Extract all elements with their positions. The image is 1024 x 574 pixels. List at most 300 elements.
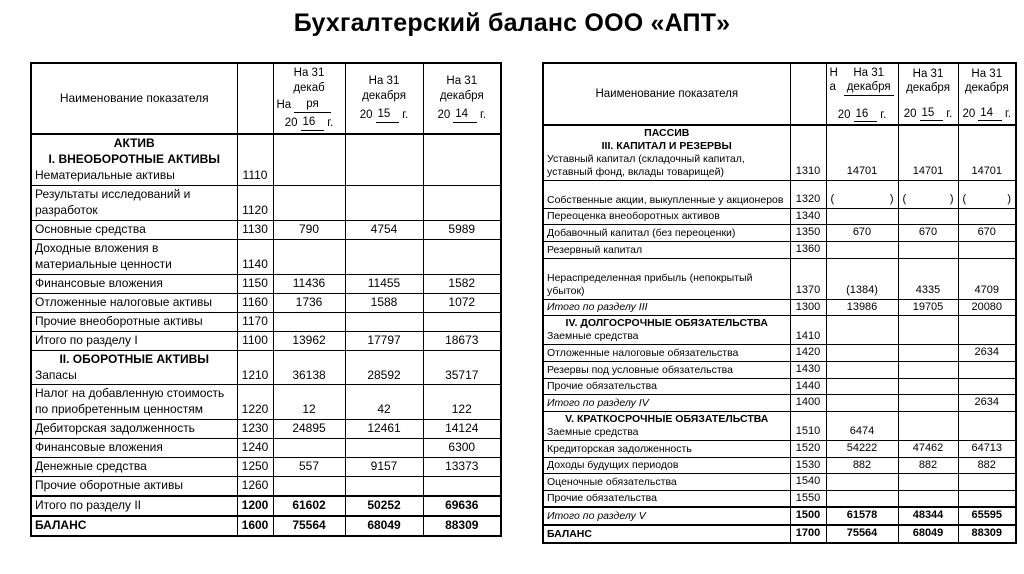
line-code: 1310 (790, 125, 826, 181)
value-cell: 64713 (958, 440, 1016, 457)
line-code: 1540 (790, 474, 826, 491)
value-cell: 65595 (958, 507, 1016, 525)
date-split-line (828, 66, 897, 96)
indicator-name (31, 350, 237, 385)
indicator-label: Заемные средства (547, 425, 639, 438)
value-cell (958, 474, 1016, 491)
value-cell: 54222 (826, 440, 898, 457)
date-year-line (425, 107, 500, 123)
value-cell (345, 312, 423, 331)
section-header: V. КРАТКОСРОЧНЫЕ ОБЯЗАТЕЛЬСТВА (565, 412, 769, 425)
value-cell: 20080 (958, 299, 1016, 316)
table-row (543, 299, 1016, 316)
year-digits: 14 (978, 106, 1002, 121)
value-cell (958, 490, 1016, 507)
line-code: 1140 (237, 239, 273, 274)
indicator-label: Уставный капитал (складочный капитал, уставный фонд, вклады товарищей) (547, 152, 745, 178)
tables-container (30, 62, 1024, 544)
value-cell (958, 208, 1016, 225)
value-cell: 35717 (423, 350, 501, 385)
value-cell (958, 180, 1016, 208)
line-code: 1420 (790, 345, 826, 362)
value-cell: 75564 (273, 516, 345, 536)
table-row (543, 242, 1016, 259)
indicator-name (31, 134, 237, 185)
indicator-label: Запасы (35, 367, 77, 382)
value-cell: 1072 (423, 293, 501, 312)
line-code: 1520 (790, 440, 826, 457)
line-code: 1430 (790, 362, 826, 379)
value-cell: 13962 (273, 331, 345, 350)
indicator-label: БАЛАНС (547, 527, 592, 540)
indicator-name (543, 378, 790, 395)
value-cell (273, 312, 345, 331)
value-cell: 670 (958, 225, 1016, 242)
line-code: 1340 (790, 208, 826, 225)
value-cell (826, 242, 898, 259)
header-row (543, 63, 1016, 125)
indicator-name (31, 477, 237, 496)
close-paren: ) (1007, 193, 1011, 206)
value-cell (826, 474, 898, 491)
value-cell: 1736 (273, 293, 345, 312)
indicator-label: Итого по разделу I (35, 332, 138, 347)
value-cell: 14124 (423, 420, 501, 439)
value-cell (423, 134, 501, 185)
line-code: 1440 (790, 378, 826, 395)
line-code: 1320 (790, 180, 826, 208)
year-century: 20 (437, 108, 451, 121)
date-year-line (900, 106, 957, 121)
value-cell (273, 239, 345, 274)
value-cell: 4754 (345, 220, 423, 239)
value-cell: 1582 (423, 274, 501, 293)
value-cell: 670 (826, 225, 898, 242)
indicator-label: Резервный капитал (547, 243, 643, 256)
date-line: На 31 (912, 67, 944, 80)
value-cell: 2634 (958, 395, 1016, 412)
value-cell: 13986 (826, 299, 898, 316)
date-column-header (826, 63, 898, 125)
value-cell: 6474 (826, 411, 898, 440)
value-cell (423, 312, 501, 331)
value-cell: 882 (958, 457, 1016, 474)
value-cell (898, 345, 958, 362)
line-code: 1120 (237, 185, 273, 220)
year-century: 20 (837, 108, 851, 121)
table-row (31, 439, 501, 458)
year-suffix: г. (480, 108, 487, 121)
value-cell (423, 239, 501, 274)
table-row (31, 496, 501, 516)
indicator-label: Налог на добавленную стоимость по приобретенным ценностям (35, 386, 225, 417)
table-row (31, 477, 501, 496)
value-cell (898, 395, 958, 412)
table-row (31, 293, 501, 312)
indicator-label: Добавочный капитал (без переоценки) (547, 227, 736, 240)
value-cell: 68049 (898, 525, 958, 543)
page-title: Бухгалтерский баланс ООО «АПТ» (293, 9, 731, 37)
date-column-header (898, 63, 958, 125)
date-column-header (423, 63, 501, 134)
code-column-header (790, 63, 826, 125)
table-row (543, 378, 1016, 395)
indicator-label: Прочие обязательства (547, 380, 657, 393)
indicator-name (543, 242, 790, 259)
table-row (31, 458, 501, 477)
section-header: II. ОБОРОТНЫЕ АКТИВЫ (59, 351, 210, 366)
indicator-label: Заемные средства (547, 330, 639, 343)
value-cell (898, 180, 958, 208)
table-row (543, 225, 1016, 242)
value-cell (345, 185, 423, 220)
indicator-label: Резервы под условные обязательства (547, 363, 733, 376)
line-code: 1350 (790, 225, 826, 242)
table-row (31, 185, 501, 220)
value-cell (958, 411, 1016, 440)
indicator-name (31, 185, 237, 220)
indicator-name (543, 457, 790, 474)
line-code: 1250 (237, 458, 273, 477)
date-lines (841, 66, 897, 96)
value-cell (423, 185, 501, 220)
date-prefix (830, 66, 838, 95)
value-cell: 557 (273, 458, 345, 477)
value-cell: 13373 (423, 458, 501, 477)
value-cell: 48344 (898, 507, 958, 525)
date-line: декабря (439, 90, 484, 103)
line-code: 1260 (237, 477, 273, 496)
date-line: На 31 (446, 75, 478, 88)
value-cell (826, 395, 898, 412)
line-code: 1370 (790, 258, 826, 299)
table-row (543, 507, 1016, 525)
open-paren: ( (962, 193, 967, 206)
value-cell: 11436 (273, 274, 345, 293)
indicator-label: БАЛАНС (35, 518, 87, 533)
indicator-name (543, 180, 790, 208)
liabilities-table-mount (542, 62, 1017, 544)
line-code: 1550 (790, 490, 826, 507)
indicator-name (543, 411, 790, 440)
value-cell (826, 316, 898, 345)
value-cell (273, 477, 345, 496)
year-century: 20 (359, 108, 373, 121)
indicator-name (543, 345, 790, 362)
open-paren: ( (830, 193, 835, 206)
year-century: 20 (903, 108, 917, 120)
year-century: 20 (962, 108, 976, 120)
line-code: 1400 (790, 395, 826, 412)
indicator-label: Итого по разделу II (35, 498, 142, 513)
indicator-name (31, 274, 237, 293)
date-line: декабря (362, 90, 406, 103)
indicator-name (31, 220, 237, 239)
date-blank-line (275, 97, 344, 113)
indicator-name (543, 208, 790, 225)
line-code: 1410 (790, 316, 826, 345)
value-cell (273, 134, 345, 185)
line-code: 1150 (237, 274, 273, 293)
value-cell: 68049 (345, 516, 423, 536)
date-line: На 31 (971, 67, 1003, 80)
close-paren: ) (949, 193, 954, 206)
indicator-label: Доходы будущих периодов (547, 459, 679, 472)
date-line: На 31 (293, 67, 325, 79)
indicator-name (31, 516, 237, 536)
indicator-label: Отложенные налоговые активы (35, 294, 212, 309)
value-cell: 6300 (423, 439, 501, 458)
value-cell: 18673 (423, 331, 501, 350)
table-row (31, 331, 501, 350)
date-prefix-letter: а (829, 81, 836, 94)
indicator-name (31, 312, 237, 331)
year-digits: 15 (376, 107, 400, 123)
line-code: 1510 (790, 411, 826, 440)
table-row (543, 525, 1016, 543)
indicator-label: Переоценка внеоборотных активов (547, 210, 720, 223)
header-row (31, 63, 501, 134)
value-cell: 61578 (826, 507, 898, 525)
value-cell (826, 345, 898, 362)
value-cell: 5989 (423, 220, 501, 239)
line-code: 1170 (237, 312, 273, 331)
table-row (543, 490, 1016, 507)
indicator-name (31, 385, 237, 420)
indicator-name (31, 439, 237, 458)
indicator-name (31, 458, 237, 477)
line-code: 1230 (237, 420, 273, 439)
indicator-name (543, 490, 790, 507)
value-cell: 882 (826, 457, 898, 474)
indicator-name (543, 258, 790, 299)
table-row (31, 239, 501, 274)
value-cell: 50252 (345, 496, 423, 516)
value-cell (345, 477, 423, 496)
indicator-name (543, 474, 790, 491)
value-cell (898, 362, 958, 379)
value-cell: 47462 (898, 440, 958, 457)
section-header: I. ВНЕОБОРОТНЫЕ АКТИВЫ (48, 152, 221, 167)
indicator-label: Финансовые вложения (35, 440, 163, 455)
close-paren: ) (889, 193, 894, 206)
table-row (543, 440, 1016, 457)
indicator-label: Итого по разделу IV (547, 396, 649, 409)
year-digits: 16 (301, 115, 325, 131)
line-code: 1130 (237, 220, 273, 239)
value-cell (826, 208, 898, 225)
value-cell: 9157 (345, 458, 423, 477)
assets-table (30, 62, 502, 537)
value-cell (826, 378, 898, 395)
indicator-label: Прочие внеоборотные активы (35, 313, 203, 328)
indicator-label: Собственные акции, выкупленные у акционеров (547, 193, 784, 206)
table-row (31, 385, 501, 420)
assets-table-mount (30, 62, 502, 537)
line-code: 1500 (790, 507, 826, 525)
date-prefix: На (276, 98, 292, 111)
line-code: 1600 (237, 516, 273, 536)
table-row (543, 395, 1016, 412)
value-cell (898, 378, 958, 395)
table-row (543, 180, 1016, 208)
date-line: декаб (293, 82, 325, 95)
value-cell: 2634 (958, 345, 1016, 362)
value-cell: 36138 (273, 350, 345, 385)
value-cell: 4709 (958, 258, 1016, 299)
indicator-label: Оценочные обязательства (547, 475, 677, 488)
table-row (31, 274, 501, 293)
date-line (841, 80, 897, 95)
indicator-name (543, 125, 790, 181)
line-code: 1100 (237, 331, 273, 350)
value-cell: 882 (898, 457, 958, 474)
date-year-line (347, 107, 422, 123)
table-row (543, 258, 1016, 299)
year-suffix: г. (402, 108, 409, 121)
date-column-header (345, 63, 423, 134)
table-row (31, 420, 501, 439)
value-cell: 69636 (423, 496, 501, 516)
value-cell: 1588 (345, 293, 423, 312)
indicator-label: Итого по разделу III (547, 301, 648, 314)
value-cell: 75564 (826, 525, 898, 543)
open-paren: ( (902, 193, 907, 206)
line-code: 1220 (237, 385, 273, 420)
year-digits: 15 (920, 106, 944, 121)
paren-placeholder (959, 193, 1016, 207)
indicator-name (31, 420, 237, 439)
date-underlined: декабря (844, 80, 894, 95)
section-header: III. КАПИТАЛ И РЕЗЕРВЫ (601, 139, 732, 152)
table-row (31, 312, 501, 331)
paren-placeholder (827, 193, 898, 207)
value-cell (898, 490, 958, 507)
value-cell: 122 (423, 385, 501, 420)
indicator-label: Кредиторская задолженность (547, 442, 692, 455)
value-cell: 19705 (898, 299, 958, 316)
line-code: 1360 (790, 242, 826, 259)
indicator-name (31, 293, 237, 312)
value-cell: (1384) (826, 258, 898, 299)
year-suffix: г. (1005, 108, 1012, 120)
value-cell: 14701 (958, 125, 1016, 181)
table-row (543, 345, 1016, 362)
table-row (543, 362, 1016, 379)
table-row (543, 474, 1016, 491)
indicator-label: Результаты исследований и разработок (35, 186, 191, 217)
indicator-label: Основные средства (35, 221, 146, 236)
value-cell (958, 362, 1016, 379)
paren-placeholder (899, 193, 958, 207)
year-suffix: г. (327, 116, 334, 129)
value-cell: 14701 (826, 125, 898, 181)
value-cell: 28592 (345, 350, 423, 385)
indicator-label: Прочие обязательства (547, 492, 657, 505)
value-cell (345, 439, 423, 458)
table-row (31, 350, 501, 385)
indicator-name (31, 331, 237, 350)
value-cell (898, 242, 958, 259)
value-cell: 12 (273, 385, 345, 420)
value-cell: 670 (898, 225, 958, 242)
indicator-name (543, 225, 790, 242)
value-cell: 11455 (345, 274, 423, 293)
table-row (543, 411, 1016, 440)
value-cell: 12461 (345, 420, 423, 439)
value-cell: 24895 (273, 420, 345, 439)
value-cell (898, 411, 958, 440)
line-code: 1200 (237, 496, 273, 516)
section-header: IV. ДОЛГОСРОЧНЫЕ ОБЯЗАТЕЛЬСТВА (565, 317, 768, 330)
value-cell: 17797 (345, 331, 423, 350)
indicator-name (543, 362, 790, 379)
value-cell: 88309 (423, 516, 501, 536)
indicator-label: Нераспределенная прибыль (непокрытый убыток) (547, 271, 753, 297)
value-cell: 790 (273, 220, 345, 239)
indicator-label: Отложенные налоговые обязательства (547, 347, 739, 359)
line-code: 1240 (237, 439, 273, 458)
value-cell: 88309 (958, 525, 1016, 543)
date-line: декабря (964, 81, 1009, 94)
line-code: 1700 (790, 525, 826, 543)
value-cell (898, 474, 958, 491)
indicator-name (543, 507, 790, 525)
year-digits: 16 (854, 107, 878, 122)
indicator-label: Доходные вложения в материальные ценности (35, 240, 172, 271)
table-row (31, 134, 501, 185)
date-line: На 31 (368, 75, 400, 88)
indicator-label: Дебиторская задолженность (35, 421, 195, 436)
year-digits: 14 (453, 107, 477, 123)
indicator-name-header: Наименование показателя (31, 63, 237, 134)
indicator-name (543, 395, 790, 412)
value-cell (958, 378, 1016, 395)
date-year-line (275, 115, 344, 131)
table-row (543, 125, 1016, 181)
indicator-name (543, 299, 790, 316)
table-row (543, 316, 1016, 345)
date-column-header (273, 63, 345, 134)
indicator-name-header: Наименование показателя (543, 63, 790, 125)
date-column-header (958, 63, 1016, 125)
value-cell (898, 316, 958, 345)
line-code: 1530 (790, 457, 826, 474)
table-row (31, 220, 501, 239)
value-cell: 4335 (898, 258, 958, 299)
indicator-name (31, 496, 237, 516)
date-line: декабря (906, 81, 950, 94)
section-header: АКТИВ (113, 136, 155, 151)
indicator-label: Нематериальные активы (35, 168, 175, 183)
value-cell (273, 439, 345, 458)
date-year-line (828, 107, 897, 122)
value-cell: 14701 (898, 125, 958, 181)
line-code: 1160 (237, 293, 273, 312)
indicator-label: Итого по разделу V (547, 510, 646, 523)
indicator-name (543, 525, 790, 543)
indicator-name (543, 440, 790, 457)
line-code: 1110 (237, 134, 273, 185)
value-cell (826, 180, 898, 208)
value-cell (826, 362, 898, 379)
value-cell (345, 134, 423, 185)
line-code: 1300 (790, 299, 826, 316)
value-cell (898, 208, 958, 225)
year-suffix: г. (880, 108, 887, 121)
indicator-name (31, 239, 237, 274)
table-row (31, 516, 501, 536)
